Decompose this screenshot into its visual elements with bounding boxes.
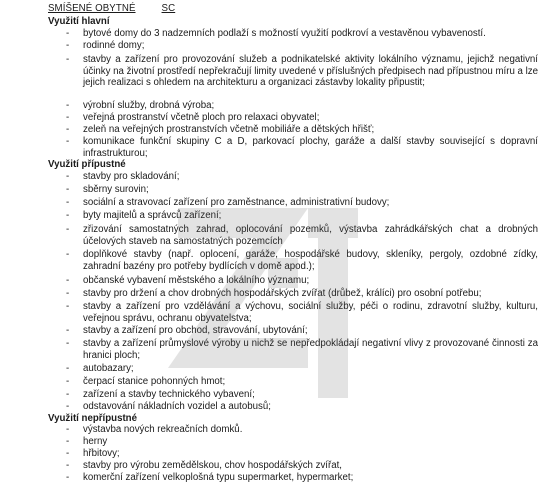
list-item (66, 124, 538, 136)
list-item (66, 436, 538, 448)
list-item (66, 460, 538, 472)
document-title (48, 3, 175, 15)
list-item-text: čerpací stanice pohonných hmot; (83, 376, 226, 387)
list-dash: - (66, 224, 70, 235)
list-item (66, 363, 538, 375)
list-item (66, 184, 538, 196)
list-dash: - (66, 301, 70, 312)
list-item (66, 472, 538, 484)
list-item-text: občanské vybavení městského a lokálního významu; (83, 275, 310, 286)
list-item-text: výrobní služby, drobná výroba; (83, 100, 215, 111)
list-dash: - (66, 436, 70, 447)
list-item (66, 171, 538, 183)
list-dash: - (66, 288, 70, 299)
list-item-text: komunikace funkční skupiny C a D, parkovací plochy, garáže a další stavby související s dopravní infrastrukturou; (83, 136, 538, 159)
list-dash: - (66, 54, 70, 65)
list-dash: - (66, 389, 70, 400)
list-item (66, 136, 538, 159)
section-heading-prohibited-use: Využití nepřípustné (48, 413, 137, 424)
list-item-text: zřizování samostatných zahrad, oplocování pozemků, výstavba zahrádkářských chat a drobných účelových staveb na samostatných pozemcích (83, 224, 538, 247)
list-item (66, 197, 538, 209)
list-item (66, 210, 538, 222)
list-item (66, 100, 538, 112)
list-item-text: sociální a stravovací zařízení pro zaměstnance, administrativní budovy; (83, 197, 390, 208)
title-code: SC (161, 3, 176, 14)
list-item-text: hřbitovy; (83, 448, 120, 459)
list-dash: - (66, 401, 70, 412)
list-dash: - (66, 184, 70, 195)
list-item (66, 424, 538, 436)
list-item (66, 389, 538, 401)
list-item-text: zařízení a stavby technického vybavení; (83, 389, 255, 400)
list-dash: - (66, 275, 70, 286)
list-item (66, 112, 538, 124)
list-item (66, 338, 538, 361)
list-dash: - (66, 363, 70, 374)
list-dash: - (66, 112, 70, 123)
list-item (66, 301, 538, 324)
list-item (66, 40, 538, 52)
list-dash: - (66, 448, 70, 459)
list-item (66, 54, 538, 89)
list-item (66, 224, 538, 247)
list-item (66, 249, 538, 272)
list-dash: - (66, 124, 70, 135)
list-item-text: stavby pro držení a chov drobných hospodářských zvířat (drůbež, králíci) pro osobní potřebu; (83, 288, 482, 299)
section-heading-main-use: Využití hlavní (48, 16, 110, 27)
list-item (66, 376, 538, 388)
list-item (66, 288, 538, 300)
list-item-text: veřejná prostranství včetně ploch pro relaxaci obyvatel; (83, 112, 320, 123)
list-item-text: rodinné domy; (83, 40, 145, 51)
list-item-text: sběrny surovin; (83, 184, 149, 195)
list-item (66, 28, 538, 40)
list-dash: - (66, 28, 70, 39)
list-dash: - (66, 171, 70, 182)
list-item-text: stavby a zařízení průmyslové výroby u nichž se nepředpokládají negativní vlivy z provozované činnosti za hranici ploch; (83, 338, 538, 361)
list-item-text: stavby a zařízení pro vzdělávání a výchovu, sociální služby, péči o rodinu, zdravotní služby, kulturu, veřejnou správu, ochranu obyvatelstva; (83, 301, 538, 324)
list-dash: - (66, 40, 70, 51)
list-dash: - (66, 210, 70, 221)
list-item-text: stavby pro skladování; (83, 171, 180, 182)
list-dash: - (66, 338, 70, 349)
list-item-text: zeleň na veřejných prostranstvích včetně mobiliáře a dětských hřišť; (83, 124, 375, 135)
list-item-text: komerční zařízení velkoplošná typu supermarket, hypermarket; (83, 472, 354, 483)
list-dash: - (66, 424, 70, 435)
list-item-text: stavby a zařízení pro obchod, stravování, ubytování; (83, 325, 308, 336)
section-heading-permitted-use: Využití přípustné (48, 159, 126, 170)
list-item-text: stavby a zařízení pro provozování služeb a podnikatelské aktivity lokálního významu, jejichž negativní účinky na životní prostředí nepřekračují limity uvedené v příslušných předpisech nad přípustnou míru a lze jejich realizaci s ohledem na architekturu a organizaci zástavby lokality připustit; (83, 54, 539, 89)
list-item-text: autobazary; (83, 363, 134, 374)
list-item (66, 448, 538, 460)
list-item-text: odstavování nákladních vozidel a autobusů; (83, 401, 271, 412)
list-dash: - (66, 249, 70, 260)
list-item (66, 325, 538, 337)
list-item-text: stavby pro výrobu zemědělskou, chov hospodářských zvířat, (83, 460, 342, 471)
list-dash: - (66, 197, 70, 208)
list-item-text: bytové domy do 3 nadzemních podlaží s možností využití podkroví a vestavěnou vybaveností. (83, 28, 486, 39)
list-dash: - (66, 136, 70, 147)
list-dash: - (66, 325, 70, 336)
list-item-text: výstavba nových rekreačních domků. (83, 424, 243, 435)
list-item (66, 401, 538, 413)
list-dash: - (66, 472, 70, 483)
title-text: SMÍŠENÉ OBYTNÉ (48, 3, 136, 14)
list-dash: - (66, 460, 70, 471)
list-item-text: byty majitelů a správců zařízení; (83, 210, 222, 221)
list-item-text: herny (83, 436, 108, 447)
list-item-text: doplňkové stavby (např. oplocení, garáže, hospodářské budovy, skleníky, pergoly, ozdobné zídky, zahradní bazény pro potřeby bydlících v domě apod.); (83, 249, 538, 272)
list-item (66, 275, 538, 287)
list-dash: - (66, 376, 70, 387)
list-dash: - (66, 100, 70, 111)
